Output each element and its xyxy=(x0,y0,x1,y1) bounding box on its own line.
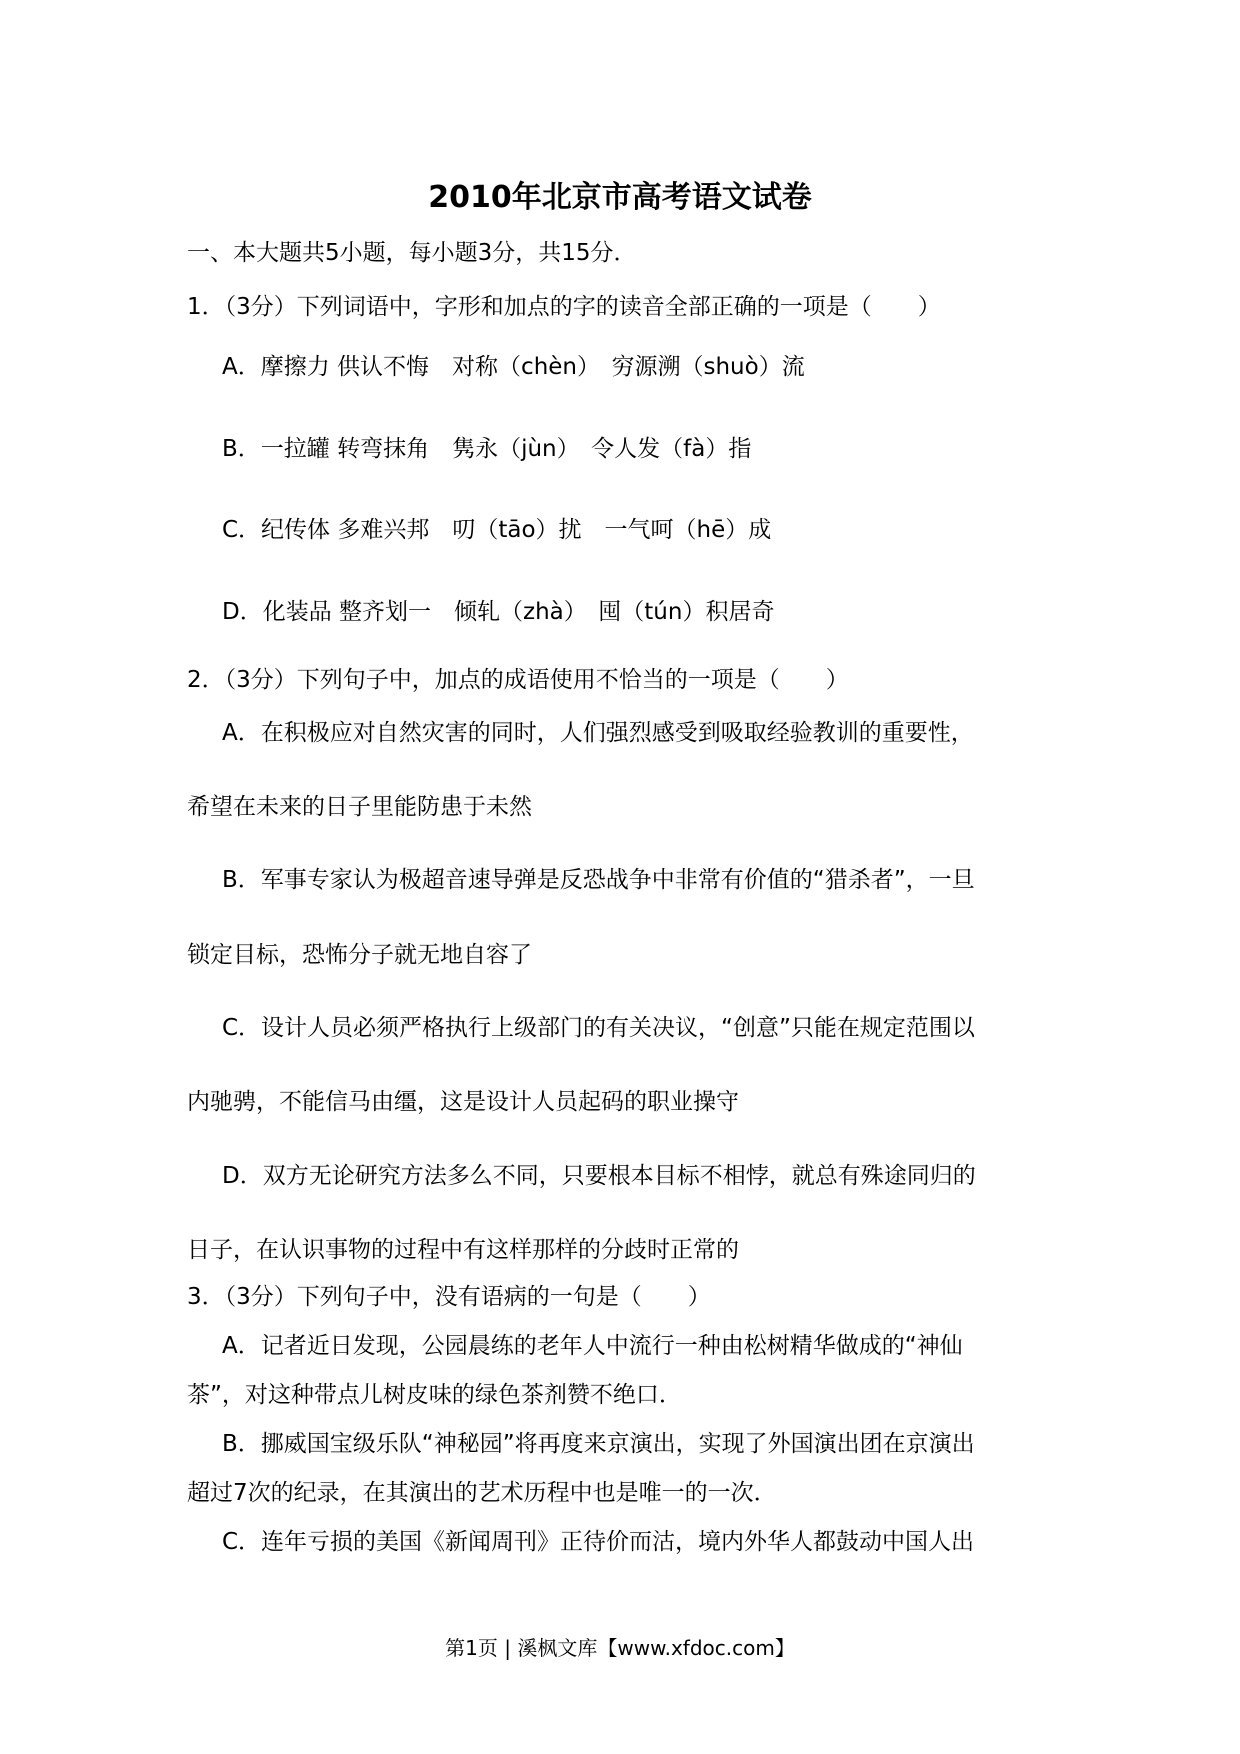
page-title: 2010年北京市高考语文试卷 xyxy=(428,180,812,215)
question-1-stem: 1．（3分）下列词语中，字形和加点的字的读音全部正确的一项是（ ） xyxy=(187,294,941,320)
question-3-option-b-line2: 超过7次的纪录，在其演出的艺术历程中也是唯一的一次． xyxy=(187,1480,777,1506)
question-2-option-b-line2: 锁定目标，恐怖分子就无地自容了 xyxy=(187,942,532,968)
question-1-option-b: B．一拉罐 转弯抹角 隽永（jùn） 令人发（fà）指 xyxy=(222,436,752,462)
section-heading: 一、本大题共5小题，每小题3分，共15分． xyxy=(187,240,637,266)
question-2-option-b-line1: B．军事专家认为极超音速导弹是反恐战争中非常有价值的“猎杀者”，一旦 xyxy=(222,867,975,893)
question-3-option-a-line2: 茶”，对这种带点儿树皮味的绿色茶剂赞不绝口． xyxy=(187,1382,682,1408)
question-1-option-c: C．纪传体 多难兴邦 叨（tāo）扰 一气呵（hē）成 xyxy=(222,517,772,543)
question-3-stem: 3．（3分）下列句子中，没有语病的一句是（ ） xyxy=(187,1284,711,1310)
question-3-option-b-line1: B．挪威国宝级乐队“神秘园”将再度来京演出，实现了外国演出团在京演出 xyxy=(222,1431,975,1457)
question-2-option-a-line1: A．在积极应对自然灾害的同时，人们强烈感受到吸取经验教训的重要性， xyxy=(222,720,974,746)
question-2-option-d-line2: 日子，在认识事物的过程中有这样那样的分歧时正常的 xyxy=(187,1237,739,1263)
question-2-option-a-line2: 希望在未来的日子里能防患于未然 xyxy=(187,794,532,820)
question-2-option-c-line2: 内驰骋，不能信马由缰，这是设计人员起码的职业操守 xyxy=(187,1089,739,1115)
question-2-stem: 2．（3分）下列句子中，加点的成语使用不恰当的一项是（ ） xyxy=(187,667,849,693)
question-3-option-a-line1: A．记者近日发现，公园晨练的老年人中流行一种由松树精华做成的“神仙 xyxy=(222,1333,963,1359)
question-1-option-d: D．化装品 整齐划一 倾轧（zhà） 囤（tún）积居奇 xyxy=(222,599,775,625)
question-3-option-c-line1: C．连年亏损的美国《新闻周刊》正待价而沽，境内外华人都鼓动中国人出 xyxy=(222,1529,975,1555)
question-1-option-a: A．摩擦力 供认不悔 对称（chèn） 穷源溯（shuò）流 xyxy=(222,354,805,380)
question-2-option-c-line1: C．设计人员必须严格执行上级部门的有关决议，“创意”只能在规定范围以 xyxy=(222,1015,975,1041)
question-2-option-d-line1: D．双方无论研究方法多么不同，只要根本目标不相悖，就总有殊途同归的 xyxy=(222,1163,976,1189)
page-footer: 第1页 | 溪枫文库【www.xfdoc.com】 xyxy=(445,1636,795,1660)
